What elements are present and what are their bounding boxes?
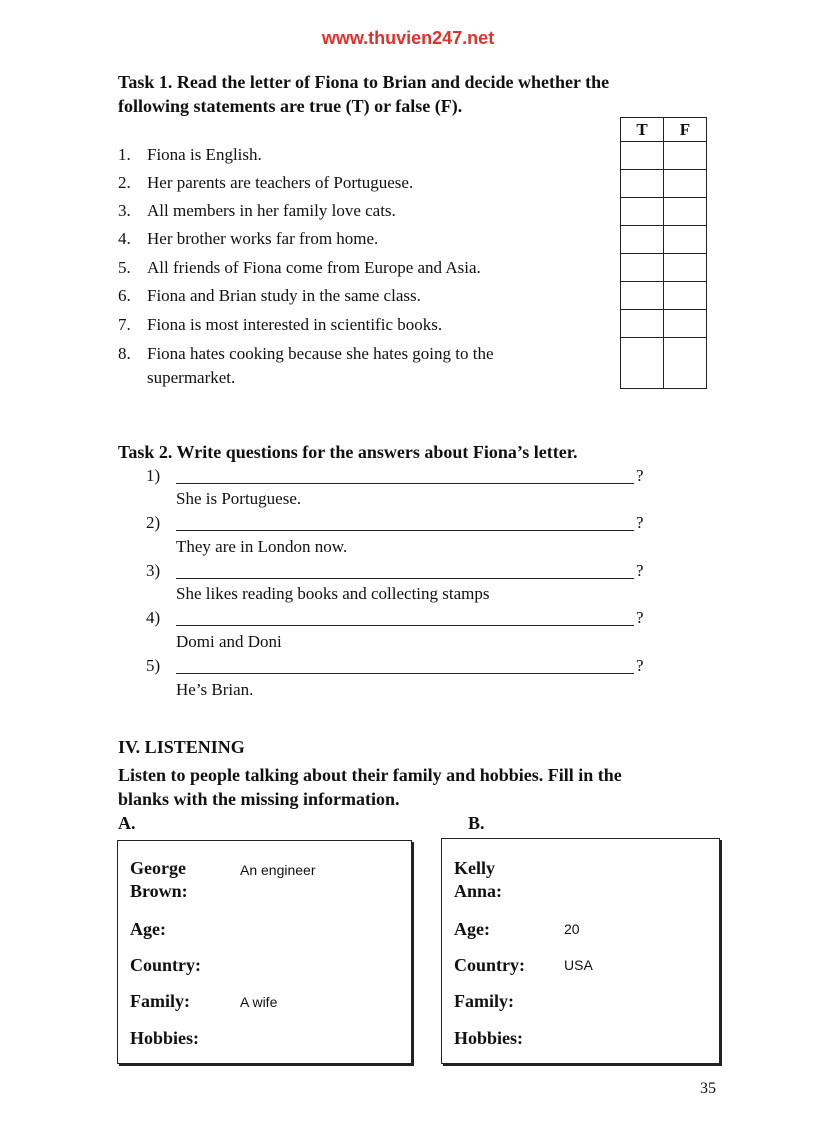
age-label: Age: [454,919,490,939]
answer-cell-f[interactable] [664,142,707,170]
column-header-false: F [664,118,707,142]
given-answer: She is Portuguese. [176,489,302,508]
question-mark: ? [636,608,644,627]
given-answer: He’s Brian. [176,680,254,699]
answer-cell-t[interactable] [621,282,664,310]
true-false-table [620,117,707,389]
name-label-line2: Anna: [454,881,503,901]
answer-cell-f[interactable] [664,226,707,254]
question-number: 5) [146,656,161,675]
question-number: 3) [146,561,161,580]
statement-text: Fiona is most interested in scientific books. [147,315,443,334]
answer-cell-t[interactable] [621,198,664,226]
statement-number: 4. [118,229,131,248]
hobbies-label: Hobbies: [454,1028,524,1048]
answer-cell-f[interactable] [664,254,707,282]
family-label: Family: [454,991,514,1011]
answer-cell-t[interactable] [621,310,664,338]
name-label-line2: Brown: [130,881,188,901]
question-mark: ? [636,466,644,485]
question-number: 4) [146,608,161,627]
given-answer: She likes reading books and collecting stamps [176,584,490,603]
answer-cell-f[interactable] [664,198,707,226]
statement-number: 7. [118,315,131,334]
hobbies-label: Hobbies: [130,1028,200,1048]
task2-title: Task 2. Write questions for the answers about Fiona’s letter. [118,442,578,462]
statement-number: 2. [118,173,131,192]
statement-text: Fiona and Brian study in the same class. [147,286,421,305]
country-value: USA [564,957,593,973]
statement-text: Fiona is English. [147,145,262,164]
family-label: Family: [130,991,190,1011]
listening-heading: IV. LISTENING [118,737,245,757]
statement-number: 3. [118,201,131,220]
statement-number: 6. [118,286,131,305]
answer-cell-t[interactable] [621,226,664,254]
name-value: An engineer [240,862,316,878]
answer-cell-f[interactable] [664,282,707,310]
answer-cell-t[interactable] [621,170,664,198]
name-label-line1: Kelly [454,858,495,878]
family-value: A wife [240,994,278,1010]
column-header-true: T [621,118,664,142]
answer-cell-t[interactable] [621,142,664,170]
statement-text: All members in her family love cats. [147,201,396,220]
question-answer-line[interactable] [176,482,634,484]
country-label: Country: [130,955,201,975]
statement-number: 1. [118,145,131,164]
question-number: 1) [146,466,161,485]
answer-cell-f[interactable] [664,170,707,198]
box-b-letter: B. [468,813,485,833]
country-label: Country: [454,955,525,975]
listening-instruction-line2: blanks with the missing information. [118,789,400,809]
statement-text: Her brother works far from home. [147,229,379,248]
question-number: 2) [146,513,161,532]
task1-title-line2: following statements are true (T) or false (F). [118,96,463,116]
info-box-b [441,838,720,1064]
age-value: 20 [564,921,580,937]
page-number: 35 [700,1080,716,1097]
answer-cell-t[interactable] [621,254,664,282]
question-mark: ? [636,561,644,580]
answer-cell-f[interactable] [664,338,707,389]
info-box-a [117,840,412,1064]
statement-text: Fiona hates cooking because she hates going to the supermarket. [147,344,494,387]
answer-cell-f[interactable] [664,310,707,338]
question-answer-line[interactable] [176,529,634,531]
given-answer: They are in London now. [176,537,348,556]
box-a-letter: A. [118,813,136,833]
name-label-line1: George [130,858,186,878]
question-mark: ? [636,513,644,532]
question-answer-line[interactable] [176,577,634,579]
answer-cell-t[interactable] [621,338,664,389]
question-answer-line[interactable] [176,672,634,674]
question-answer-line[interactable] [176,624,634,626]
statement-number: 5. [118,258,131,277]
question-mark: ? [636,656,644,675]
given-answer: Domi and Doni [176,632,282,651]
watermark-url: www.thuvien247.net [321,28,495,48]
statement-text: All friends of Fiona come from Europe and Asia. [147,258,481,277]
task1-title-line1: Task 1. Read the letter of Fiona to Brian and decide whether the [118,72,610,92]
listening-instruction-line1: Listen to people talking about their family and hobbies. Fill in the [118,765,622,785]
age-label: Age: [130,919,166,939]
statement-text: Her parents are teachers of Portuguese. [147,173,414,192]
statement-number: 8. [118,344,131,363]
